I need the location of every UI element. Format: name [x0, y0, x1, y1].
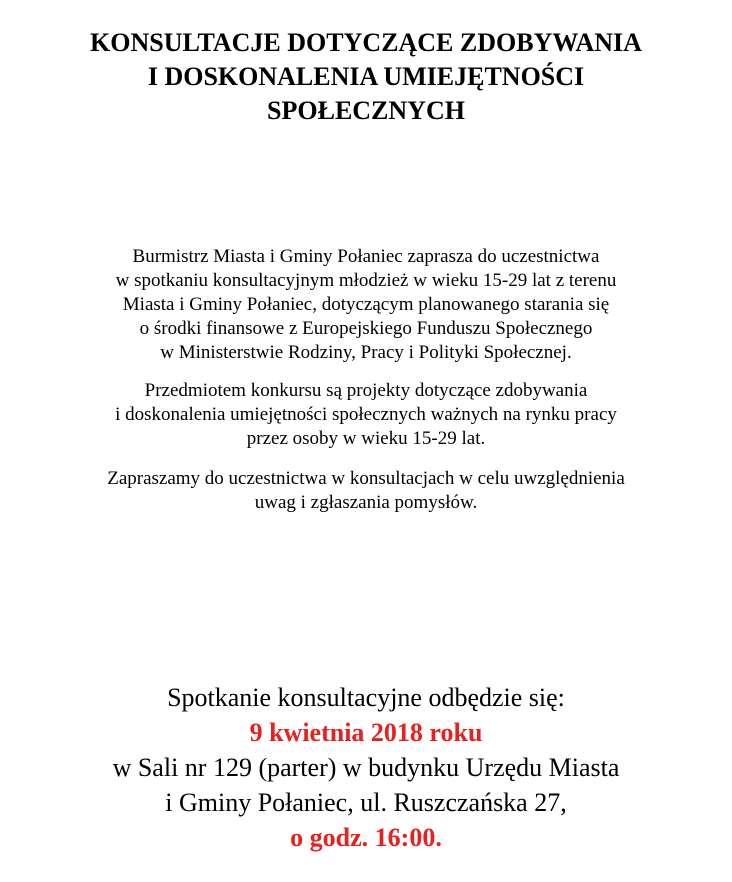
- paragraph-line: Zapraszamy do uczestnictwa w konsultacjach w celu uwzględnienia: [107, 468, 625, 489]
- invitation-paragraph: [0, 245, 732, 365]
- meeting-location-line: w Sali nr 129 (parter) w budynku Urzędu Miasta: [112, 753, 620, 782]
- paragraph-line: Miasta i Gminy Połaniec, dotyczącym planowanego starania się: [122, 294, 610, 315]
- paragraph-line: uwag i zgłaszania pomysłów.: [254, 492, 478, 513]
- paragraph-line: Przedmiotem konkursu są projekty dotyczące zdobywania: [144, 380, 588, 401]
- paragraph-line: i doskonalenia umiejętności społecznych ważnych na rynku pracy: [115, 404, 617, 425]
- closing-paragraph: [0, 467, 732, 515]
- meeting-location-line: i Gminy Połaniec, ul. Ruszczańska 27,: [165, 788, 567, 817]
- paragraph-line: o środki finansowe z Europejskiego Funduszu Społecznego: [139, 318, 593, 339]
- meeting-date: 9 kwietnia 2018 roku: [249, 718, 483, 747]
- title-line: KONSULTACJE DOTYCZĄCE ZDOBYWANIA: [90, 28, 642, 57]
- subject-paragraph: [0, 379, 732, 451]
- paragraph-line: przez osoby w wieku 15-29 lat.: [246, 428, 486, 449]
- meeting-intro: Spotkanie konsultacyjne odbędzie się:: [167, 683, 565, 712]
- document-title: [0, 26, 732, 128]
- paragraph-line: w spotkaniu konsultacyjnym młodzież w wieku 15-29 lat z terenu: [115, 270, 617, 291]
- paragraph-line: Burmistrz Miasta i Gminy Połaniec zaprasza do uczestnictwa: [132, 246, 600, 267]
- meeting-details: [0, 680, 732, 855]
- meeting-time: o godz. 16:00.: [290, 823, 442, 852]
- title-line: I DOSKONALENIA UMIEJĘTNOŚCI: [147, 62, 585, 91]
- title-line: SPOŁECZNYCH: [267, 96, 465, 125]
- paragraph-line: w Ministerstwie Rodziny, Pracy i Polityki Społecznej.: [160, 342, 572, 363]
